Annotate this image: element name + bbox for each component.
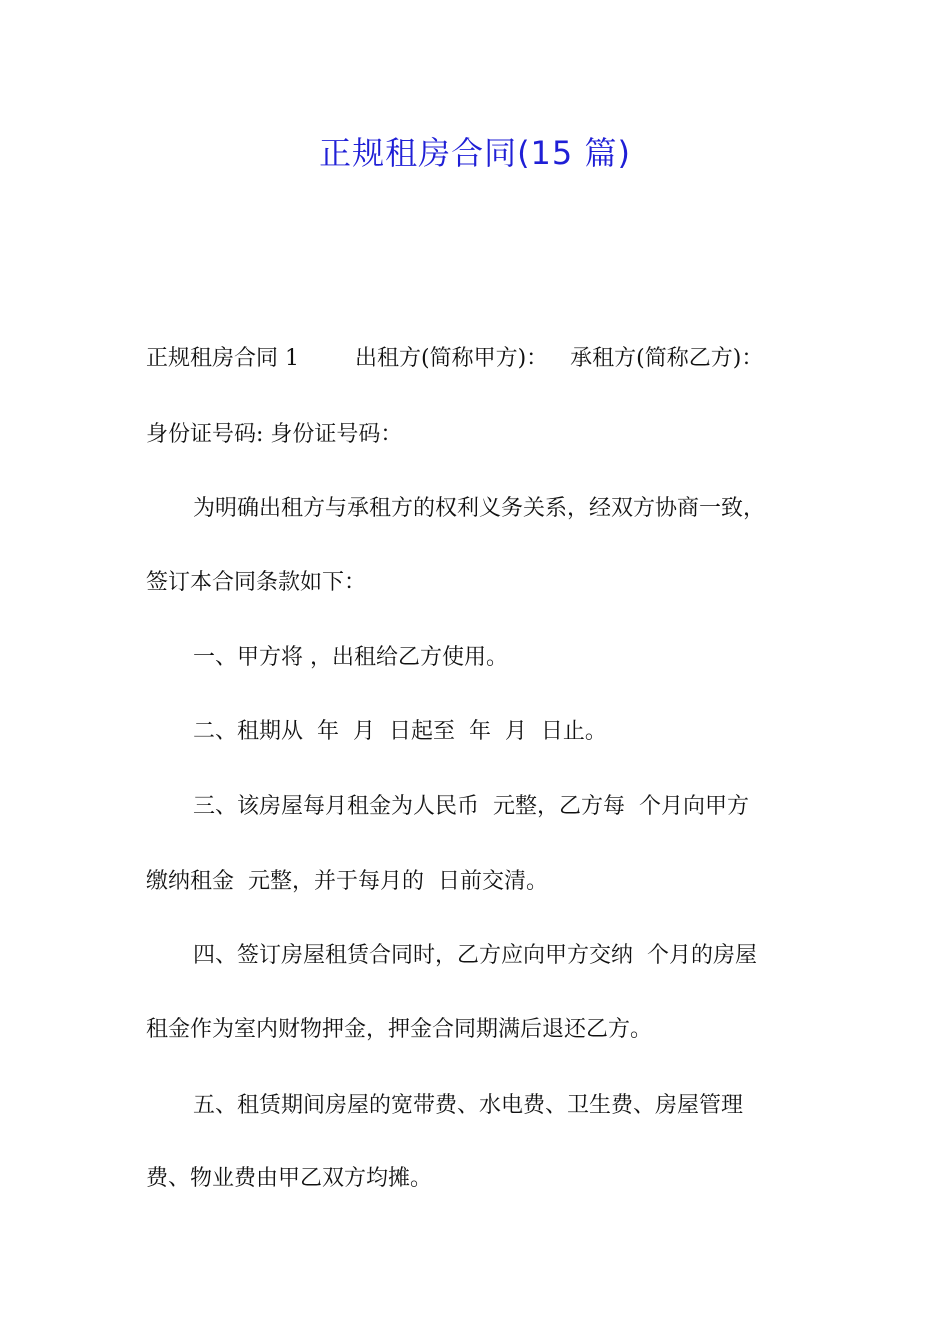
clause-3-line-2: 缴纳租金 元整，并于每月的 日前交清。 — [146, 869, 548, 894]
paragraph-intro-line-1: 为明确出租方与承租方的权利义务关系，经双方协商一致， — [193, 496, 766, 521]
clause-3-line-1: 三、该房屋每月租金为人民币 元整，乙方每 个月向甲方 — [193, 794, 749, 819]
clause-5-line-1: 五、租赁期间房屋的宽带费、水电费、卫生费、房屋管理 — [193, 1093, 744, 1118]
contract-parties-line — [146, 343, 763, 375]
contract-number: 正规租房合同 1 — [146, 346, 299, 371]
clause-4-line-1: 四、签订房屋租赁合同时，乙方应向甲方交纳 个月的房屋 — [193, 943, 757, 968]
paragraph-intro-line-2: 签订本合同条款如下： — [146, 570, 367, 595]
lessor-label: 出租方(简称甲方)： — [355, 346, 549, 371]
lessee-label: 承租方(简称乙方)： — [570, 346, 764, 371]
clause-5-line-2: 费、物业费由甲乙双方均摊。 — [146, 1166, 433, 1191]
clause-1: 一、甲方将 ，出租给乙方使用。 — [193, 645, 508, 670]
document-title: 正规租房合同(15 篇) — [319, 134, 631, 172]
clause-2: 二、租期从 年 月 日起至 年 月 日止。 — [193, 719, 607, 744]
clause-4-line-2: 租金作为室内财物押金，押金合同期满后退还乙方。 — [146, 1017, 653, 1042]
id-number-line: 身份证号码: 身份证号码： — [146, 422, 403, 447]
